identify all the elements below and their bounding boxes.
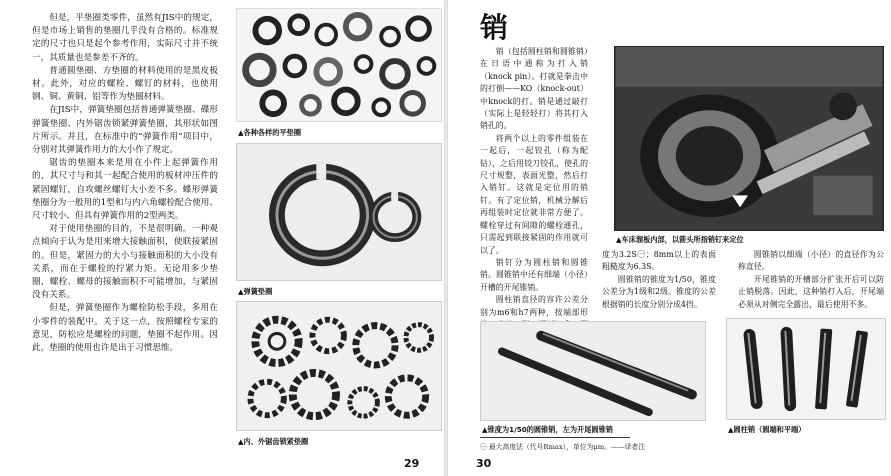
paragraph: 销（包括圆柱销和圆锥销）在日语中通称为打入销（knock pin）。打就是拳击中的打倒——KO（knock-out）中knock的打。销是通过敲打（实际上是轻轻打）将其打入销孔的。	[480, 47, 588, 131]
taper-pins-photo	[480, 321, 706, 421]
right-text-column-1	[480, 46, 588, 356]
paragraph: 在JIS中，弹簧垫圈包括普通弹簧垫圈、碟形弹簧垫圈、内外锯齿锁紧弹簧垫圈，其形状如图片所示。并且，在标准中的“弹簧作用”项目中，分别对其弹簧作用力的大小作了规定。	[32, 105, 218, 156]
paragraph: 圆锥销以细端（小径）的直径作为公称直径。	[738, 250, 884, 272]
cyl-pins-illustration	[727, 319, 885, 419]
paragraph: 锯齿的垫圈本来是用在小件上起弹簧作用的，其尺寸与和其一起配合使用的板材冲压件的紧固螺钉，自攻螺丝螺钉大小差不多。蝶形弹簧垫圈分为一般用的1型和与内六角螺栓配合使用、尺寸较小、但具有弹簧作用的2型两类。	[32, 158, 218, 222]
paragraph: 开尾锥销的开槽部分扩张开后可以防止销脱落。因此，这种销打入后，开尾端必须从对侧完全露出，最后使用不多。	[738, 274, 884, 309]
flat-washers-illustration	[237, 9, 441, 121]
taper-pins-illustration	[481, 322, 705, 420]
paragraph: 对于使用垫圈的目的，不是很明确。一种观点倾向于认为是用来增大接触面积，使联接紧固的。但是，紧固力的大小与接触面积的大小没有关系，而在于螺栓的拧紧力矩。无论用多少垫圈，螺栓、螺母的接触面积不可能增加，与紧固没有关系。	[32, 224, 218, 301]
paragraph: 但是，平垫圈类零件，虽然有JIS中的规定，但是市场上销售的垫圈几乎没有合格的。标准规定的尺寸也只是起个参考作用，实际尺寸并不统一，其质量也是参差不齐的。	[32, 13, 218, 63]
right-page	[448, 0, 891, 476]
footnote-rule	[480, 437, 630, 438]
paragraph: 但是，弹簧垫圈作为螺栓防松手段，多用在小零件的装配中。关于这一点，按照螺栓专家的意见，防松应是螺栓的问题，垫圈不起作用。因此，垫圈的使用也许是出于习惯思维。	[32, 303, 218, 354]
flat-washers-caption: ▲各种各样的平垫圈	[238, 128, 302, 137]
right-text-column-2	[602, 249, 716, 311]
tooth-washers-photo	[236, 301, 442, 431]
cyl-pins-caption: ▲圆柱销（圆端和平端）	[728, 425, 806, 434]
cyl-pins-photo	[726, 318, 886, 420]
page-number-left: 29	[404, 457, 420, 470]
flat-washers-photo	[236, 8, 442, 122]
paragraph: 度为3.2S㊀；8mm以上的表面粗糙度为6.3S。	[602, 250, 716, 272]
taper-pins-caption: ▲锥度为1/50的圆锥销，左为开尾圆锥销	[482, 425, 613, 434]
section-heading: 销	[480, 11, 510, 44]
tooth-washers-illustration	[237, 302, 441, 430]
footnote: ㊀ 最大高度法（代号Rmax），单位为μm。——译者注	[480, 443, 646, 451]
left-text-column	[32, 12, 218, 355]
paragraph: 圆锥销的锥度为1/50，锥度公差分为1级和2级。锥度的公差根据销的长度分别分成4挡。	[602, 274, 716, 309]
right-text-column-3	[738, 249, 884, 311]
lathe-photo	[614, 46, 884, 231]
spring-washers-photo	[236, 143, 442, 281]
page-number-right: 30	[476, 457, 492, 470]
tooth-washers-caption: ▲内、外锯齿锁紧垫圈	[238, 437, 309, 446]
left-page	[0, 0, 444, 476]
lathe-caption: ▲车床溜板内部，以箭头所指销钉来定位	[616, 235, 744, 244]
paragraph: 销钉分为圆柱销和圆锥销。圆锥销中还有细端（小径）开槽的开尾锥销。	[480, 257, 588, 292]
paragraph: 圆柱销直径的容许公差分别为m6和h7两种，按端部形	[480, 295, 588, 317]
spring-washers-caption: ▲弹簧垫圈	[238, 287, 273, 296]
spring-washers-illustration	[237, 144, 441, 280]
paragraph: 将两个以上的零件组装在一起后，一起铰孔（称为配钻），之后用铰刀铰孔，使孔的尺寸规整，表面光整，然后打入销钉。这就是定位用的销钉。有了定位销，机械分解后再组装时定位就非常方便了。螺栓穿过有间隙的螺栓通孔，只需起到联接紧固的作用就可以了。	[480, 133, 588, 255]
lathe-illustration	[615, 47, 883, 230]
paragraph: 普通圆垫圈、方垫圈的材料使用的是黑皮板材。此外，对应的螺栓、螺钉的材料，也使用钢、铜、黄铜、铝等作为垫圈材料。	[32, 65, 218, 103]
